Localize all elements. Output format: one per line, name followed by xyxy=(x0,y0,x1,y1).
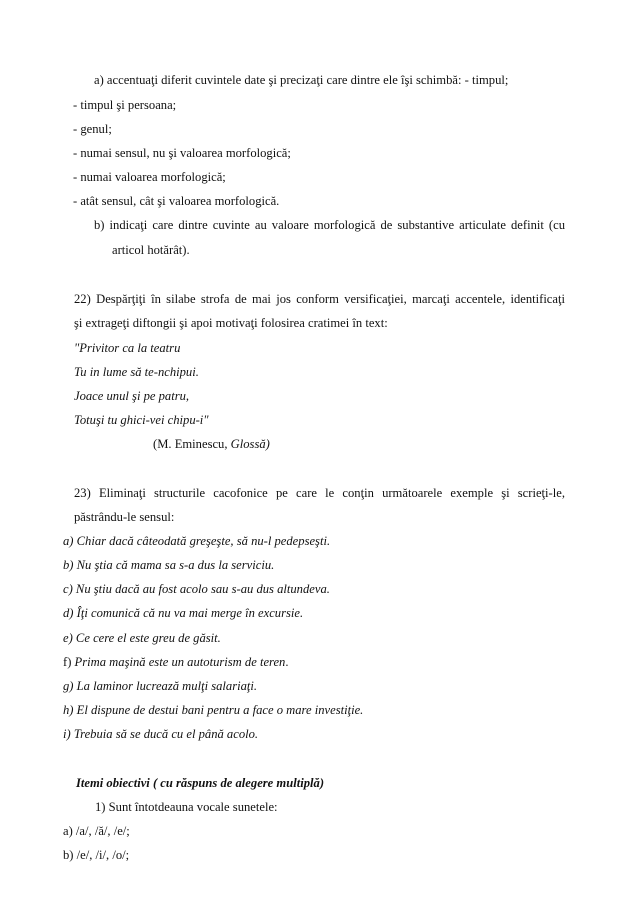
exercise-22-instruction: 22) Despărţiţi în silabe strofa de mai jos conform versificaţiei, marcaţi accentele, identificaţi xyxy=(74,292,565,306)
section-heading-itemi: Itemi obiectivi ( cu răspuns de alegere multiplă) xyxy=(76,776,325,790)
exercise-23-instruction: 23) Eliminaţi structurile cacofonice pe care le conţin următoarele exemple şi scrieţi-le, xyxy=(74,486,565,500)
exercise-22-continuation: şi extrageţi diftongii şi apoi motivaţi folosirea cratimei în text: xyxy=(74,316,388,330)
sentence-item-f-text: Prima maşină este un autoturism de teren xyxy=(74,655,286,669)
question-1: 1) Sunt întotdeauna vocale sunetele: xyxy=(95,800,278,814)
verse-source-author: (M. Eminescu, xyxy=(153,437,231,451)
exercise-23-continuation: păstrându-le sensul: xyxy=(74,510,175,524)
verse-line-2: Tu in lume să te-nchipui. xyxy=(74,365,199,379)
sentence-item-f-label: f) xyxy=(63,655,75,669)
sentence-item-f xyxy=(63,654,289,670)
option-atat-sensul: - atât sensul, cât şi valoarea morfologică. xyxy=(73,194,280,208)
verse-source xyxy=(153,436,270,452)
option-valoarea: - numai valoarea morfologică; xyxy=(73,170,226,184)
exercise-a-instruction: a) accentuaţi diferit cuvintele date şi precizaţi care dintre ele îşi schimbă: - timpul; xyxy=(94,73,509,87)
sentence-item: g) La laminor lucrează mulţi salariaţi. xyxy=(63,679,258,693)
exercise-b-instruction: b) indicaţi care dintre cuvinte au valoare morfologică de substantive articulate definit (cu xyxy=(94,218,565,232)
option-genul: - genul; xyxy=(73,122,112,136)
verse-line-1: "Privitor ca la teatru xyxy=(74,341,181,355)
sentence-item: e) Ce cere el este greu de găsit. xyxy=(63,631,221,645)
sentence-item: h) El dispune de destui bani pentru a face o mare investiţie. xyxy=(63,703,364,717)
answer-option-b: b) /e/, /i/, /o/; xyxy=(63,848,130,862)
option-sensul: - numai sensul, nu şi valoarea morfologică; xyxy=(73,146,291,160)
answer-option-a: a) /a/, /ă/, /e/; xyxy=(63,824,130,838)
sentence-item: b) Nu ştia că mama sa s-a dus la serviciu. xyxy=(63,558,275,572)
verse-line-3: Joace unul şi pe patru, xyxy=(74,389,190,403)
sentence-item: a) Chiar dacă câteodată greşeşte, să nu-l pedepseşti. xyxy=(63,534,331,548)
option-timpul-persoana: - timpul şi persoana; xyxy=(73,98,177,112)
exercise-b-continuation: articol hotărât). xyxy=(112,243,190,257)
verse-line-4: Totuşi tu ghici-vei chipu-i" xyxy=(74,413,209,427)
verse-source-title: Glossă) xyxy=(230,437,270,451)
sentence-item: i) Trebuia să se ducă cu el până acolo. xyxy=(63,727,259,741)
sentence-item: c) Nu ştiu dacă au fost acolo sau s-au dus altundeva. xyxy=(63,582,330,596)
sentence-item-f-end: . xyxy=(285,655,289,669)
sentence-item: d) Îţi comunică că nu va mai merge în excursie. xyxy=(63,606,304,620)
